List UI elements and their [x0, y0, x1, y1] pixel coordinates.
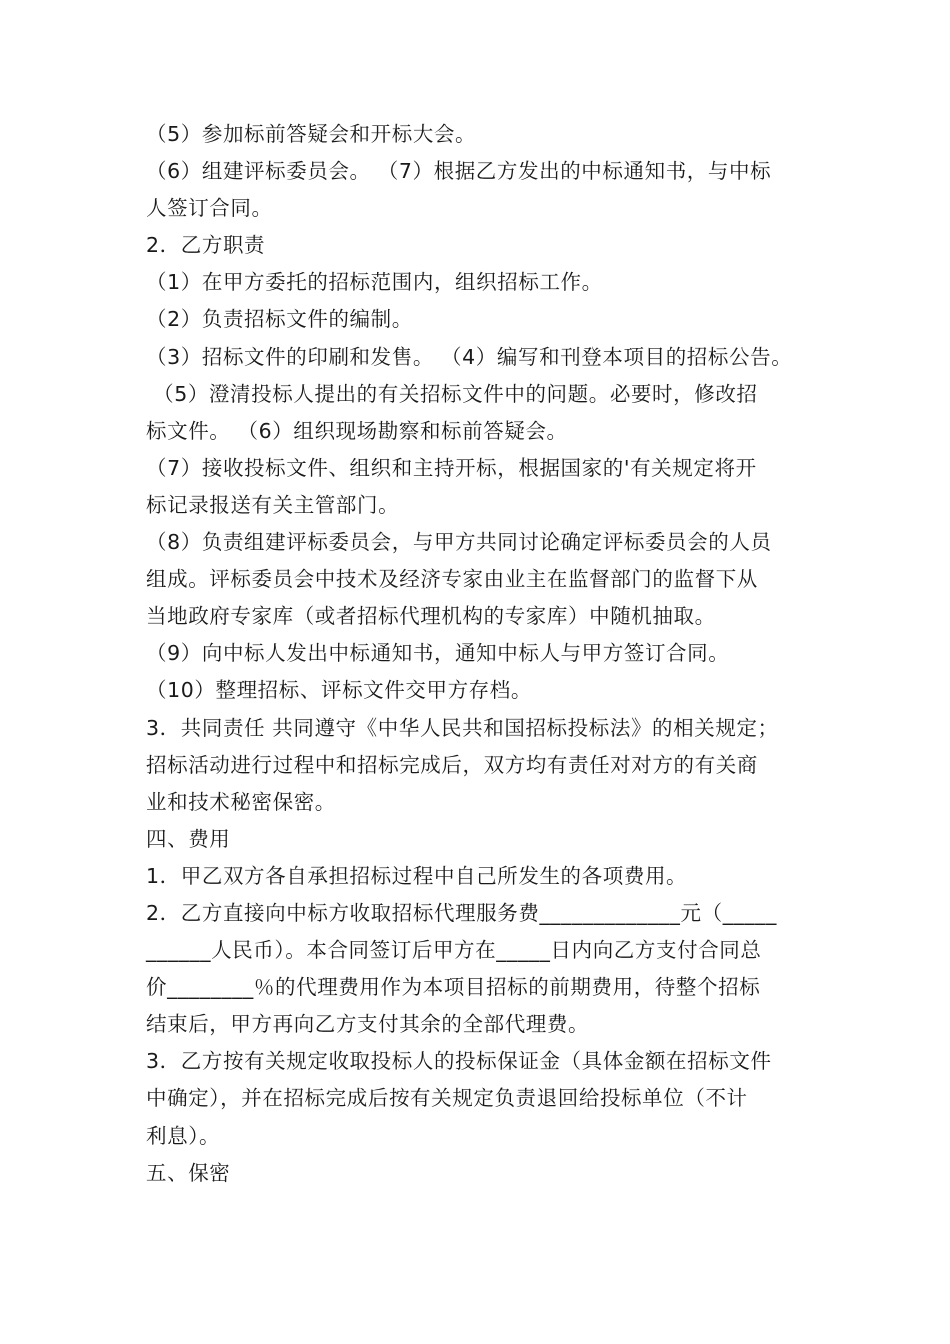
text-line: ______人民币）。本合同签订后甲方在_____日内向乙方支付合同总 — [146, 938, 762, 963]
text-line: （8）负责组建评标委员会，与甲方共同讨论确定评标委员会的人员 — [146, 530, 772, 555]
text-line: （9）向中标人发出中标通知书，通知中标人与甲方签订合同。 — [146, 641, 730, 666]
text-line: （10）整理招标、评标文件交甲方存档。 — [146, 678, 532, 703]
text-line: 1．甲乙双方各自承担招标过程中自己所发生的各项费用。 — [146, 863, 688, 888]
text-line: （6）组建评标委员会。 （7）根据乙方发出的中标通知书，与中标 — [146, 159, 772, 184]
text-line: 价________％的代理费用作为本项目招标的前期费用，待整个招标 — [146, 975, 761, 1000]
section-heading: 五、保密 — [146, 1160, 231, 1185]
text-line: 当地政府专家库（或者招标代理机构的专家库）中随机抽取。 — [146, 604, 716, 629]
text-line: 标文件。 （6）组织现场勘察和标前答疑会。 — [146, 418, 568, 443]
text-line: （2）负责招标文件的编制。 — [146, 307, 413, 332]
text-line: 标记录报送有关主管部门。 — [146, 492, 400, 517]
text-line: 2．乙方直接向中标方收取招标代理服务费_____________元（_____ — [146, 900, 777, 925]
text-line: （7）接收投标文件、组织和主持开标，根据国家的'有关规定将开 — [146, 455, 757, 480]
text-line: 组成。评标委员会中技术及经济专家由业主在监督部门的监督下从 — [146, 567, 758, 592]
document-body — [146, 116, 816, 1192]
text-line: （3）招标文件的印刷和发售。 （4）编写和刊登本项目的招标公告。 — [146, 344, 793, 369]
text-line: 中确定），并在招标完成后按有关规定负责退回给投标单位（不计 — [146, 1086, 748, 1111]
text-line: 结束后，甲方再向乙方支付其余的全部代理费。 — [146, 1012, 590, 1037]
text-line: 人签订合同。 — [146, 196, 273, 221]
section-heading: 2．乙方职责 — [146, 233, 266, 258]
section-heading: 四、费用 — [146, 826, 231, 851]
text-line: 招标活动进行过程中和招标完成后，双方均有责任对对方的有关商 — [146, 752, 758, 777]
text-line: （1）在甲方委托的招标范围内，组织招标工作。 — [146, 270, 603, 295]
text-line: （5）参加标前答疑会和开标大会。 — [146, 122, 477, 146]
text-line: 3．共同责任 共同遵守《中华人民共和国招标投标法》的相关规定； — [146, 715, 779, 740]
text-line: 3．乙方按有关规定收取投标人的投标保证金（具体金额在招标文件 — [146, 1049, 772, 1074]
text-line: 业和技术秘密保密。 — [146, 789, 336, 814]
text-line: 利息）。 — [146, 1123, 221, 1148]
text-line: （5）澄清投标人提出的有关招标文件中的问题。必要时，修改招 — [146, 381, 758, 406]
